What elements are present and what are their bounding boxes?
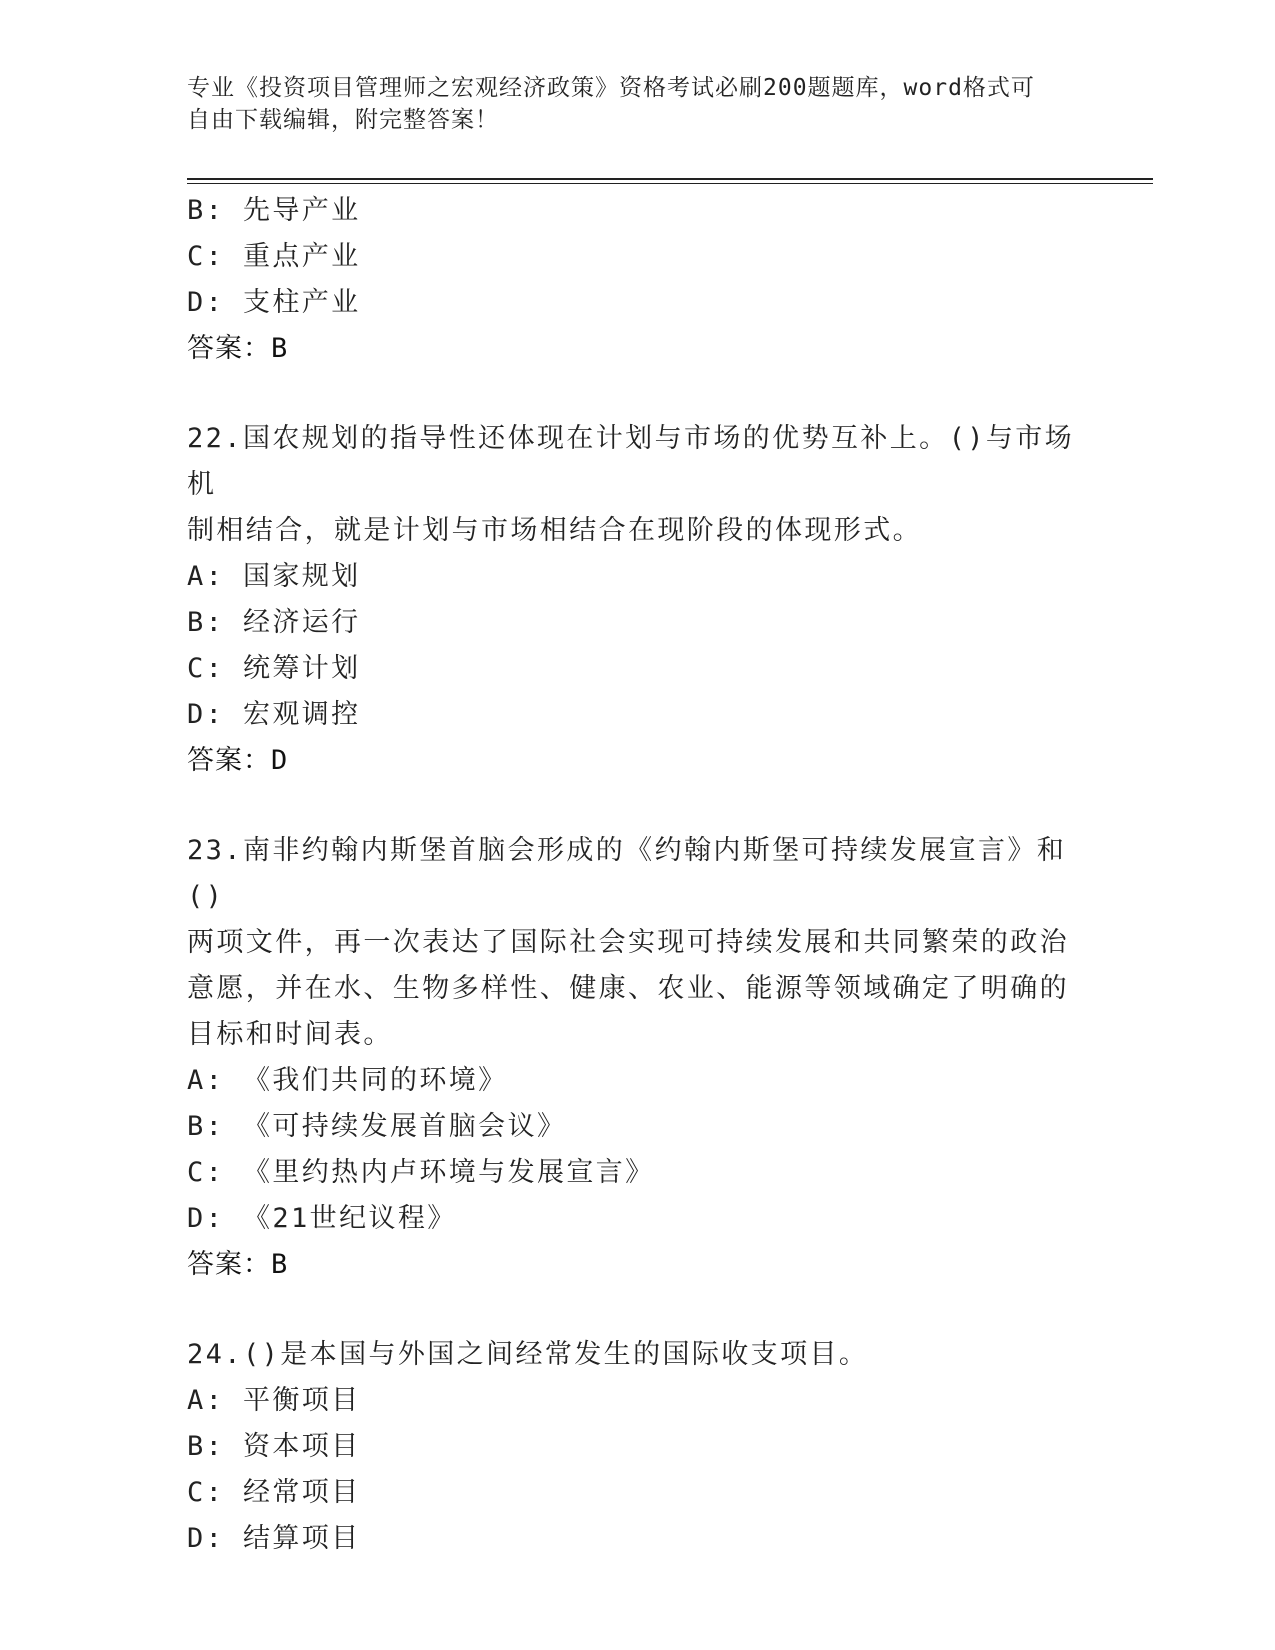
option-c: C: 统筹计划 bbox=[187, 653, 361, 684]
option-b: B: 资本项目 bbox=[187, 1431, 361, 1462]
question-stem-line: 制相结合，就是计划与市场相结合在现阶段的体现形式。 bbox=[187, 515, 922, 546]
option-d: D: 《21世纪议程》 bbox=[187, 1203, 457, 1234]
option-a: A: 《我们共同的环境》 bbox=[187, 1065, 508, 1096]
question-22 bbox=[187, 416, 1087, 784]
option-c: C: 重点产业 bbox=[187, 241, 361, 272]
header-divider-thick bbox=[187, 178, 1153, 180]
question-content bbox=[187, 188, 1087, 1562]
question-spacer bbox=[187, 1288, 1087, 1332]
question-24 bbox=[187, 1332, 1087, 1562]
option-a: A: 平衡项目 bbox=[187, 1385, 361, 1416]
question-stem-line: 两项文件，再一次表达了国际社会实现可持续发展和共同繁荣的政治 bbox=[187, 927, 1069, 958]
answer-line: 答案：B bbox=[187, 1249, 289, 1280]
header-line-2: 自由下载编辑，附完整答案！ bbox=[187, 107, 499, 133]
option-a: A: 国家规划 bbox=[187, 561, 361, 592]
document-header bbox=[187, 72, 1067, 136]
question-23 bbox=[187, 828, 1087, 1288]
option-b: B: 先导产业 bbox=[187, 195, 361, 226]
question-stem-line: 24.()是本国与外国之间经常发生的国际收支项目。 bbox=[187, 1339, 869, 1370]
question-stem-line: 目标和时间表。 bbox=[187, 1019, 393, 1050]
option-b: B: 《可持续发展首脑会议》 bbox=[187, 1111, 567, 1142]
answer-line: 答案：B bbox=[187, 333, 289, 364]
option-c: C: 经常项目 bbox=[187, 1477, 361, 1508]
question-spacer bbox=[187, 784, 1087, 828]
header-divider-thin bbox=[187, 183, 1153, 184]
option-d: D: 宏观调控 bbox=[187, 699, 361, 730]
option-c: C: 《里约热内卢环境与发展宣言》 bbox=[187, 1157, 655, 1188]
option-b: B: 经济运行 bbox=[187, 607, 361, 638]
option-d: D: 结算项目 bbox=[187, 1523, 361, 1554]
question-21 bbox=[187, 188, 1087, 372]
question-stem-line: 23.南非约翰内斯堡首脑会形成的《约翰内斯堡可持续发展宣言》和() bbox=[187, 835, 1067, 912]
question-stem-line: 22.国农规划的指导性还体现在计划与市场的优势互补上。()与市场机 bbox=[187, 423, 1075, 500]
answer-line: 答案：D bbox=[187, 745, 289, 776]
question-spacer bbox=[187, 372, 1087, 416]
option-d: D: 支柱产业 bbox=[187, 287, 361, 318]
question-stem-line: 意愿，并在水、生物多样性、健康、农业、能源等领域确定了明确的 bbox=[187, 973, 1069, 1004]
header-line-1: 专业《投资项目管理师之宏观经济政策》资格考试必刷200题题库，word格式可 bbox=[187, 75, 1035, 101]
